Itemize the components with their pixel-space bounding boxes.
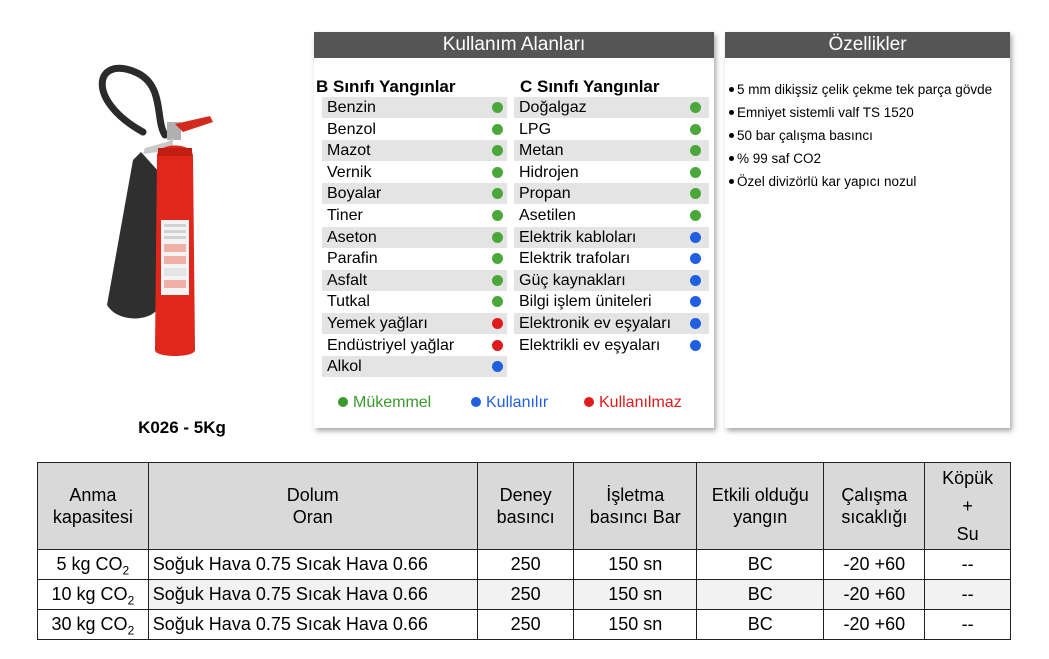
usage-item xyxy=(322,248,507,269)
usage-item xyxy=(514,140,709,161)
working-pressure-cell: 150 sn xyxy=(574,550,697,580)
usage-item-label: Elektrik kabloları xyxy=(519,228,637,246)
feature-item xyxy=(729,124,992,147)
header-effective-fire: Etkili olduğu yangın xyxy=(697,463,824,550)
usage-item xyxy=(514,313,709,334)
feature-item xyxy=(729,78,992,101)
usage-item-label: Elektrik trafoları xyxy=(519,250,631,268)
usage-item-label: Asetilen xyxy=(519,207,576,224)
feature-text: 5 mm dikişsiz çelik çekme tek parça gövde xyxy=(737,82,993,97)
usage-item xyxy=(322,183,507,204)
usage-item xyxy=(514,248,709,269)
usage-item-label: Asfalt xyxy=(327,271,368,289)
usage-item xyxy=(514,205,709,226)
working-temp-cell: -20 +60 xyxy=(824,610,925,640)
usage-item xyxy=(322,270,507,291)
effective-fire-cell: BC xyxy=(697,580,824,610)
header-working-temp: Çalışma sıcaklığı xyxy=(824,463,925,550)
status-red-dot-icon xyxy=(492,340,503,351)
status-green-dot-icon xyxy=(690,124,701,135)
usage-item-label: Mazot xyxy=(327,142,371,160)
usage-item xyxy=(322,119,507,140)
bullet-icon xyxy=(729,179,734,184)
bullet-icon xyxy=(729,133,734,138)
status-green-dot-icon xyxy=(690,188,701,199)
header-working-pressure: İşletma basıncı Bar xyxy=(574,463,697,550)
features-list xyxy=(729,78,992,193)
feature-text: Emniyet sistemli valf TS 1520 xyxy=(737,105,914,120)
usage-item xyxy=(514,335,709,356)
c-class-title: C Sınıfı Yangınlar xyxy=(520,77,660,96)
status-green-dot-icon xyxy=(690,210,701,221)
status-green-dot-icon xyxy=(492,167,503,178)
status-green-dot-icon xyxy=(492,232,503,243)
legend-dot-green xyxy=(338,397,348,407)
working-temp-cell: -20 +60 xyxy=(824,580,925,610)
feature-item xyxy=(729,170,992,193)
status-green-dot-icon xyxy=(492,210,503,221)
b-class-title: B Sınıfı Yangınlar xyxy=(316,77,456,96)
usage-item-label: Elektrikli ev eşyaları xyxy=(519,336,661,354)
status-blue-dot-icon xyxy=(690,318,701,329)
usage-item xyxy=(322,313,507,334)
usage-item xyxy=(322,140,507,161)
spec-table-header-row xyxy=(38,463,1011,550)
usage-item xyxy=(322,205,507,226)
status-blue-dot-icon xyxy=(690,340,701,351)
status-green-dot-icon xyxy=(492,275,503,286)
capacity-cell: 5 kg $CO_2$ xyxy=(38,550,149,580)
features-panel xyxy=(725,32,1010,428)
usage-panel-title: Kullanım Alanları xyxy=(314,32,714,58)
usage-item-label: Tutkal xyxy=(327,293,370,311)
table-row xyxy=(38,580,1011,610)
status-green-dot-icon xyxy=(690,145,701,156)
usage-item-label: Propan xyxy=(519,185,571,203)
feature-text: Özel divizörlü kar yapıcı nozul xyxy=(737,174,917,189)
status-blue-dot-icon xyxy=(690,296,701,307)
legend-not-usable-label: Kullanılmaz xyxy=(599,394,682,411)
foam-water-cell: -- xyxy=(925,580,1011,610)
usage-panel xyxy=(314,32,714,428)
usage-item-label: Tiner xyxy=(327,207,363,224)
feature-text: 50 bar çalışma basıncı xyxy=(737,128,873,143)
table-row xyxy=(38,610,1011,640)
usage-item xyxy=(322,162,507,183)
usage-item-label: Yemek yağları xyxy=(327,315,428,332)
bullet-icon xyxy=(729,156,734,161)
usage-item-label: Boyalar xyxy=(327,185,382,203)
usage-item xyxy=(322,291,507,312)
table-row xyxy=(38,550,1011,580)
status-green-dot-icon xyxy=(690,167,701,178)
usage-item-label: Benzol xyxy=(327,120,376,138)
test-pressure-cell: 250 xyxy=(477,550,574,580)
effective-fire-cell: BC xyxy=(697,550,824,580)
feature-item xyxy=(729,147,992,170)
legend-usable xyxy=(471,394,548,412)
status-blue-dot-icon xyxy=(690,232,701,243)
usage-item-label: Benzin xyxy=(327,99,376,116)
fire-extinguisher-image xyxy=(95,60,245,360)
legend-excellent xyxy=(338,394,431,412)
fill-ratio-cell: Soğuk Hava 0.75 Sıcak Hava 0.66 xyxy=(148,580,477,610)
usage-item xyxy=(514,183,709,204)
status-green-dot-icon xyxy=(492,124,503,135)
status-green-dot-icon xyxy=(492,188,503,199)
usage-item xyxy=(322,335,507,356)
usage-item-label: Alkol xyxy=(327,358,362,376)
usage-item-label: LPG xyxy=(519,120,552,138)
spec-table xyxy=(37,462,1011,640)
status-blue-dot-icon xyxy=(690,275,701,286)
foam-water-cell: -- xyxy=(925,550,1011,580)
legend-excellent-label: Mükemmel xyxy=(353,394,432,411)
usage-item xyxy=(322,97,507,118)
capacity-cell: 30 kg $CO_2$ xyxy=(38,610,149,640)
usage-item-label: Endüstriyel yağlar xyxy=(327,336,455,354)
usage-item xyxy=(514,119,709,140)
fill-ratio-cell: Soğuk Hava 0.75 Sıcak Hava 0.66 xyxy=(148,550,477,580)
bullet-icon xyxy=(729,110,734,115)
usage-item xyxy=(322,356,507,377)
usage-item-label: Doğalgaz xyxy=(519,99,587,116)
header-test-pressure: Deney basıncı xyxy=(477,463,574,550)
product-code-label: K026 - 5Kg xyxy=(138,418,226,437)
features-panel-title: Özellikler xyxy=(725,32,1010,58)
effective-fire-cell: BC xyxy=(697,610,824,640)
status-red-dot-icon xyxy=(492,318,503,329)
usage-item xyxy=(514,162,709,183)
bullet-icon xyxy=(729,87,734,92)
usage-item xyxy=(514,291,709,312)
capacity-cell: 10 kg $CO_2$ xyxy=(38,580,149,610)
usage-item-label: Bilgi işlem üniteleri xyxy=(519,293,652,311)
usage-item-label: Aseton xyxy=(327,228,377,246)
header-foam-water: Köpük + Su xyxy=(925,463,1011,550)
usage-item-label: Metan xyxy=(519,142,564,160)
legend-dot-red xyxy=(584,397,594,407)
usage-item-label: Hidrojen xyxy=(519,163,579,181)
foam-water-cell: -- xyxy=(925,610,1011,640)
status-green-dot-icon xyxy=(690,102,701,113)
working-temp-cell: -20 +60 xyxy=(824,550,925,580)
test-pressure-cell: 250 xyxy=(477,610,574,640)
working-pressure-cell: 150 sn xyxy=(574,610,697,640)
usage-item-label: Elektronik ev eşyaları xyxy=(519,315,672,332)
usage-item xyxy=(322,227,507,248)
legend-not-usable xyxy=(584,394,682,412)
header-fill-ratio: Dolum Oran xyxy=(148,463,477,550)
feature-item xyxy=(729,101,992,124)
feature-text: % 99 saf CO2 xyxy=(737,151,822,166)
status-green-dot-icon xyxy=(492,253,503,264)
test-pressure-cell: 250 xyxy=(477,580,574,610)
header-capacity: Anma kapasitesi xyxy=(38,463,149,550)
legend-usable-label: Kullanılır xyxy=(486,394,549,411)
status-blue-dot-icon xyxy=(690,253,701,264)
working-pressure-cell: 150 sn xyxy=(574,580,697,610)
usage-item-label: Vernik xyxy=(327,163,372,181)
fire-extinguisher-icon xyxy=(95,60,245,360)
usage-item xyxy=(514,97,709,118)
status-blue-dot-icon xyxy=(492,361,503,372)
usage-item-label: Güç kaynakları xyxy=(519,271,626,289)
usage-item xyxy=(514,227,709,248)
usage-item xyxy=(514,270,709,291)
status-green-dot-icon xyxy=(492,296,503,307)
legend-dot-blue xyxy=(471,397,481,407)
status-green-dot-icon xyxy=(492,102,503,113)
status-green-dot-icon xyxy=(492,145,503,156)
fill-ratio-cell: Soğuk Hava 0.75 Sıcak Hava 0.66 xyxy=(148,610,477,640)
usage-item-label: Parafin xyxy=(327,250,378,268)
